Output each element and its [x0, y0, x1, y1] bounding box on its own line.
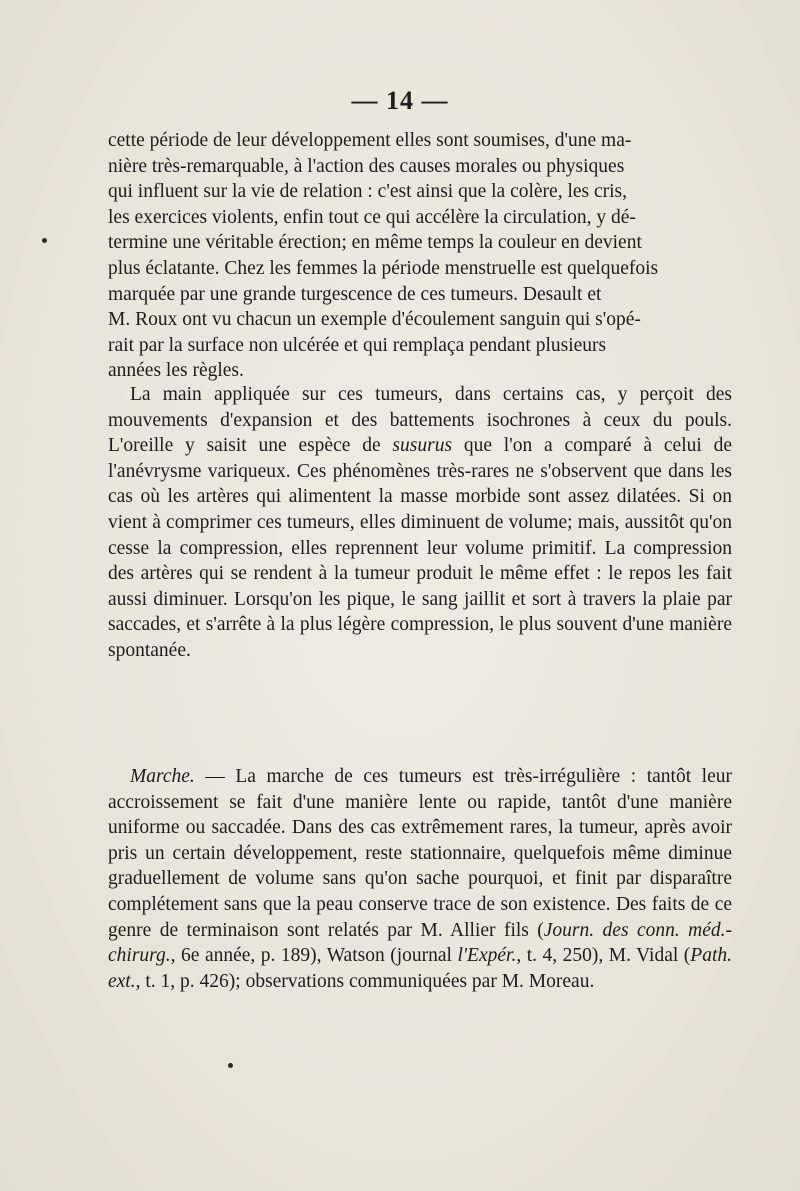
paragraph-3-part-4: , t. 1, p. 426); observations communiquées par M. Moreau. [135, 970, 595, 992]
reference-pathologie: Path. ext. [108, 945, 733, 992]
term-susurus: susurus [392, 435, 453, 457]
text-line: rait par la surface non ulcérée et qui remplaça pendant plusieurs [108, 334, 607, 356]
paragraph-3 [108, 764, 732, 994]
paragraph-2-text [108, 382, 732, 664]
paragraph-2-part-2: que l'on a comparé à celui de l'anévrysme variqueux. Ces phénomènes très-rares ne s'observent que dans les cas où les artères qui alimentent la masse morbide sont assez dilatées. Si on vient à comprimer ces tumeurs, elles diminuent de volume; mais, aussitôt qu'on cesse la compression, elles reprennent leur volume primitif. La compression des artères qui se rendent à la tumeur produit le même effet : le repos les fait aussi diminuer. Lorsqu'on les pique, le sang jaillit et sort à travers la plaie par saccades, et s'arrête à la plus légère compression, le plus souvent d'une manière spontanée. [108, 435, 732, 661]
text-line: les exercices violents, enfin tout ce qui accélère la circulation, y dé- [108, 206, 636, 228]
paragraph-2 [108, 382, 732, 664]
text-line: nière très-remarquable, à l'action des causes morales ou physiques [108, 155, 625, 177]
paragraph-3-part-2: , 6e année, p. 189), Watson (journal [170, 945, 458, 967]
paragraph-2-part-1: La main appliquée sur ces tumeurs, dans certains cas, y perçoit des mouvements d'expansion et des battements isochrones à ceux du pouls. L'oreille y saisit une espèce de [108, 384, 732, 457]
page-number: — 14 — [351, 86, 449, 115]
paragraph-3-text [108, 764, 732, 994]
text-line: marquée par une grande turgescence de ces tumeurs. Desault et [108, 283, 602, 305]
text-line: termine une véritable érection; en même temps la couleur en devient [108, 232, 642, 254]
section-heading-marche: Marche. [130, 766, 195, 787]
text-line: années les règles. [108, 360, 244, 382]
paragraph-3-part-1: — La marche de ces tumeurs est très-irrégulière : tantôt leur accroissement se fait d'une manière lente ou rapide, tantôt d'une manière uniforme ou saccadée. Dans des cas extrêmement rares, la tumeur, après avoir pris un certain développement, reste stationnaire, quelquefois même diminue graduellement de volume sans qu'on sache pourquoi, et finit par disparaître complétement sans que la peau conserve trace de son existence. Des faits de ce genre de terminaison sont relatés par M. Allier fils ( [108, 766, 732, 941]
paragraph-3-part-3: , t. 4, 250), M. Vidal ( [516, 945, 691, 967]
text-line: qui influent sur la vie de relation : c'est ainsi que la colère, les cris, [108, 181, 628, 203]
text-line: cette période de leur développement elles sont soumises, d'une ma- [108, 130, 632, 151]
ink-speck [228, 1063, 233, 1068]
ink-speck [42, 238, 47, 243]
paragraph-1 [108, 128, 732, 384]
reference-experience: l'Expér. [457, 945, 517, 967]
reference-journal: Journ. des conn. méd.-chirurg. [108, 919, 733, 967]
text-line: plus éclatante. Chez les femmes la période menstruelle est quelquefois [108, 257, 659, 279]
text-line: M. Roux ont vu chacun un exemple d'écoulement sanguin qui s'opé- [108, 309, 641, 331]
